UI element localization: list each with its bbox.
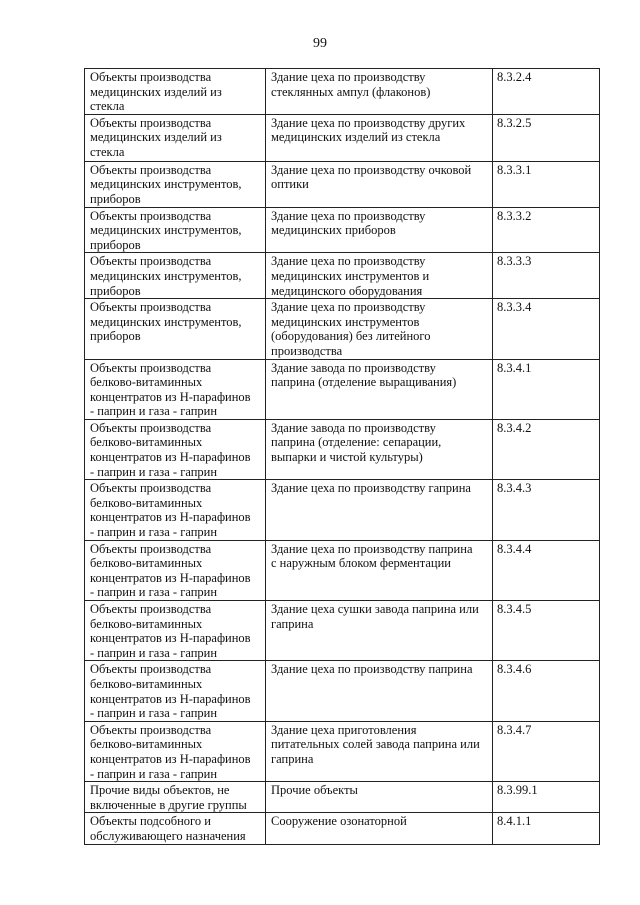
object-type-cell: Объекты производства медицинских изделий из стекла bbox=[85, 69, 266, 115]
table-row bbox=[85, 480, 600, 540]
building-cell: Здание цеха приготовления питательных солей завода паприна или гаприна bbox=[266, 721, 493, 781]
page-number: 99 bbox=[313, 36, 327, 51]
classification-table bbox=[84, 68, 600, 845]
object-type-cell: Объекты производства белково-витаминных концентратов из Н-парафинов - паприн и газа - гаприн bbox=[85, 359, 266, 419]
table-row bbox=[85, 253, 600, 299]
building-cell: Сооружение озонаторной bbox=[266, 813, 493, 844]
table-row bbox=[85, 661, 600, 721]
code-cell: 8.4.1.1 bbox=[493, 813, 600, 844]
object-type-cell: Объекты производства белково-витаминных концентратов из Н-парафинов - паприн и газа - гаприн bbox=[85, 419, 266, 479]
code-cell: 8.3.4.7 bbox=[493, 721, 600, 781]
code-cell: 8.3.4.2 bbox=[493, 419, 600, 479]
table-row bbox=[85, 540, 600, 600]
object-type-cell: Объекты производства белково-витаминных концентратов из Н-парафинов - паприн и газа - гаприн bbox=[85, 661, 266, 721]
building-cell: Здание цеха по производству медицинских приборов bbox=[266, 207, 493, 253]
code-cell: 8.3.4.5 bbox=[493, 601, 600, 661]
code-cell: 8.3.99.1 bbox=[493, 782, 600, 813]
table-row bbox=[85, 359, 600, 419]
object-type-cell: Объекты производства медицинских изделий из стекла bbox=[85, 114, 266, 161]
object-type-cell: Объекты производства белково-витаминных концентратов из Н-парафинов - паприн и газа - гаприн bbox=[85, 721, 266, 781]
table-row bbox=[85, 69, 600, 115]
object-type-cell: Объекты подсобного и обслуживающего назначения bbox=[85, 813, 266, 844]
table-row bbox=[85, 782, 600, 813]
code-cell: 8.3.3.1 bbox=[493, 161, 600, 207]
code-cell: 8.3.4.4 bbox=[493, 540, 600, 600]
building-cell: Здание цеха по производству паприна bbox=[266, 661, 493, 721]
building-cell: Здание цеха по производству медицинских инструментов и медицинского оборудования bbox=[266, 253, 493, 299]
building-cell: Здание цеха сушки завода паприна или гаприна bbox=[266, 601, 493, 661]
table-row bbox=[85, 161, 600, 207]
building-cell: Здание цеха по производству стеклянных ампул (флаконов) bbox=[266, 69, 493, 115]
building-cell: Здание цеха по производству очковой оптики bbox=[266, 161, 493, 207]
code-cell: 8.3.3.4 bbox=[493, 299, 600, 359]
code-cell: 8.3.4.3 bbox=[493, 480, 600, 540]
object-type-cell: Объекты производства белково-витаминных концентратов из Н-парафинов - паприн и газа - гаприн bbox=[85, 601, 266, 661]
building-cell: Здание цеха по производству медицинских инструментов (оборудования) без литейного производства bbox=[266, 299, 493, 359]
table-row bbox=[85, 299, 600, 359]
table-row bbox=[85, 114, 600, 161]
building-cell: Здание цеха по производству гаприна bbox=[266, 480, 493, 540]
object-type-cell: Объекты производства белково-витаминных концентратов из Н-парафинов - паприн и газа - гаприн bbox=[85, 480, 266, 540]
table-body bbox=[85, 69, 600, 845]
code-cell: 8.3.2.4 bbox=[493, 69, 600, 115]
building-cell: Здание цеха по производству паприна с наружным блоком ферментации bbox=[266, 540, 493, 600]
table-row bbox=[85, 601, 600, 661]
building-cell: Здание завода по производству паприна (отделение выращивания) bbox=[266, 359, 493, 419]
building-cell: Прочие объекты bbox=[266, 782, 493, 813]
building-cell: Здание завода по производству паприна (отделение: сепарации, выпарки и чистой культуры) bbox=[266, 419, 493, 479]
code-cell: 8.3.4.1 bbox=[493, 359, 600, 419]
building-cell: Здание цеха по производству других медицинских изделий из стекла bbox=[266, 114, 493, 161]
object-type-cell: Объекты производства медицинских инструментов, приборов bbox=[85, 299, 266, 359]
table-row bbox=[85, 721, 600, 781]
code-cell: 8.3.3.3 bbox=[493, 253, 600, 299]
code-cell: 8.3.3.2 bbox=[493, 207, 600, 253]
object-type-cell: Объекты производства медицинских инструментов, приборов bbox=[85, 253, 266, 299]
code-cell: 8.3.2.5 bbox=[493, 114, 600, 161]
table-row bbox=[85, 419, 600, 479]
object-type-cell: Объекты производства медицинских инструментов, приборов bbox=[85, 161, 266, 207]
object-type-cell: Объекты производства медицинских инструментов, приборов bbox=[85, 207, 266, 253]
object-type-cell: Объекты производства белково-витаминных концентратов из Н-парафинов - паприн и газа - гаприн bbox=[85, 540, 266, 600]
table-row bbox=[85, 813, 600, 844]
code-cell: 8.3.4.6 bbox=[493, 661, 600, 721]
object-type-cell: Прочие виды объектов, не включенные в другие группы bbox=[85, 782, 266, 813]
table-row bbox=[85, 207, 600, 253]
